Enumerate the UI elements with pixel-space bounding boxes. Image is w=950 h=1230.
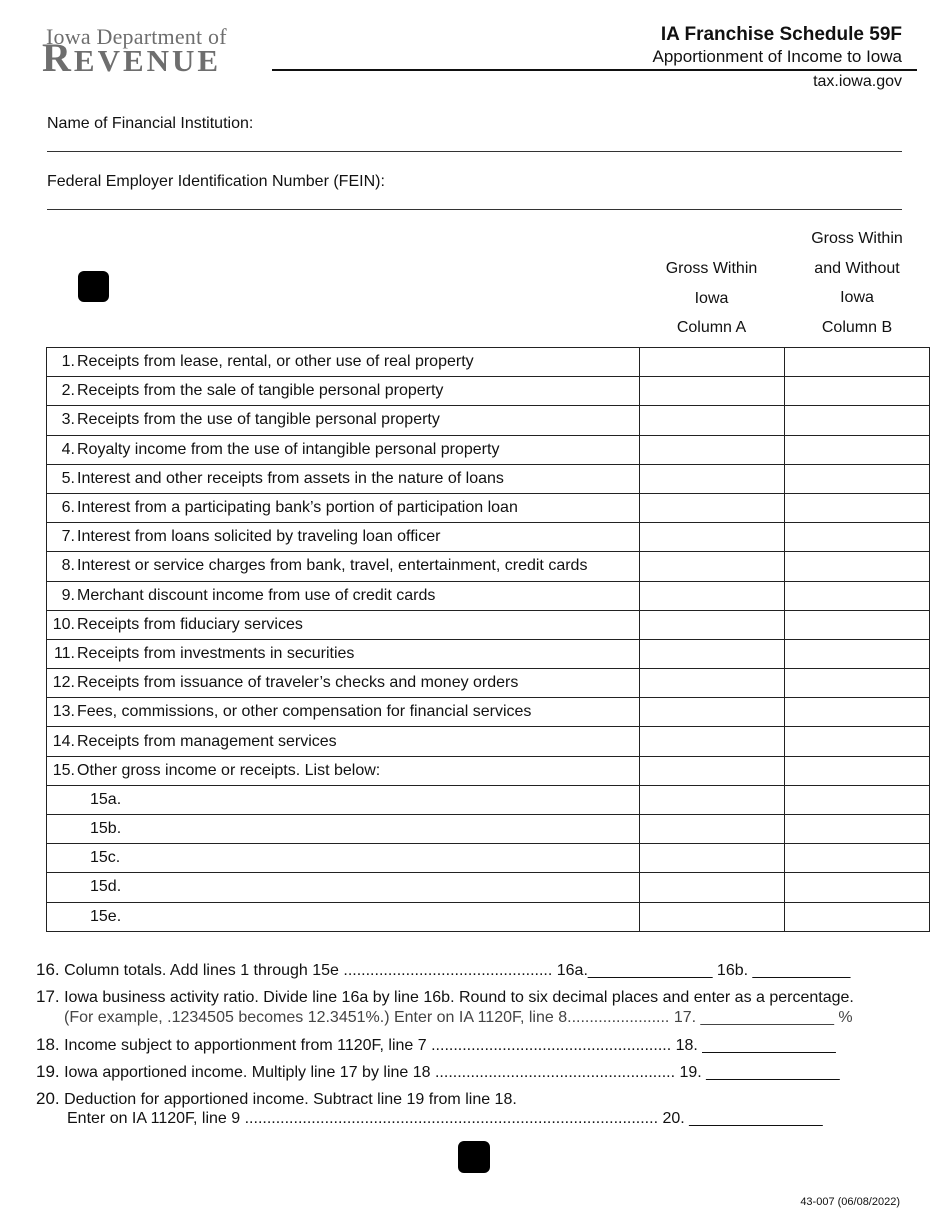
- line-2-column-b[interactable]: [785, 377, 930, 406]
- line-20-entry[interactable]: Enter on IA 1120F, line 9 ............................................................................................. 20. _______________: [67, 1110, 823, 1127]
- line-15e-column-b[interactable]: [785, 902, 930, 931]
- line-3-column-b[interactable]: [785, 406, 930, 435]
- table-row: [47, 377, 930, 406]
- line-10-column-a[interactable]: [640, 610, 785, 639]
- line-7-column-b[interactable]: [785, 523, 930, 552]
- table-row: [47, 523, 930, 552]
- line-17-entry[interactable]: (For example, .1234505 becomes 12.3451%.) Enter on IA 1120F, line 8....................... 17. _______________ %: [64, 1009, 853, 1026]
- table-row: [47, 552, 930, 581]
- line-15-column-b[interactable]: [785, 756, 930, 785]
- line-number: 5.: [61, 469, 75, 487]
- line-17-activity-ratio: [36, 987, 854, 1007]
- line-number: 13.: [52, 703, 75, 721]
- line-15c-column-b[interactable]: [785, 844, 930, 873]
- header-rule: [272, 69, 917, 71]
- line-number: 6.: [61, 499, 75, 517]
- line-3-column-a[interactable]: [640, 406, 785, 435]
- line-1-column-a[interactable]: [640, 348, 785, 377]
- table-row: [47, 815, 930, 844]
- line-15d-column-b[interactable]: [785, 873, 930, 902]
- line-13-column-a[interactable]: [640, 698, 785, 727]
- line-8-column-b[interactable]: [785, 552, 930, 581]
- line-description: Receipts from fiduciary services: [77, 615, 303, 633]
- line-number: 1.: [61, 353, 75, 371]
- table-row: [47, 698, 930, 727]
- line-11-column-b[interactable]: [785, 639, 930, 668]
- column-a-header-line: Iowa: [694, 289, 729, 307]
- line-description: Royalty income from the use of intangible personal property: [77, 440, 500, 458]
- subline-label: 15d.: [90, 878, 122, 896]
- table-row: [47, 873, 930, 902]
- website-url[interactable]: tax.iowa.gov: [813, 73, 902, 90]
- line-17-number: 17.: [36, 987, 60, 1006]
- line-15a-column-a[interactable]: [640, 785, 785, 814]
- line-14-column-a[interactable]: [640, 727, 785, 756]
- line-description: Interest from loans solicited by traveling loan officer: [77, 528, 441, 546]
- line-12-column-b[interactable]: [785, 669, 930, 698]
- line-4-column-b[interactable]: [785, 435, 930, 464]
- line-description: Receipts from the use of tangible personal property: [77, 411, 440, 429]
- table-row: [47, 406, 930, 435]
- line-18-text: Income subject to apportionment from 1120F, line 7 ...................................................... 18. _______________: [64, 1037, 836, 1054]
- line-11-column-a[interactable]: [640, 639, 785, 668]
- line-16-number: 16.: [36, 960, 60, 979]
- line-15b-column-b[interactable]: [785, 815, 930, 844]
- line-description: Receipts from the sale of tangible personal property: [77, 382, 444, 400]
- line-number: 11.: [53, 644, 75, 662]
- line-16-text: Column totals. Add lines 1 through 15e ............................................... 16a.______________ 16b. ___________: [64, 962, 851, 979]
- column-b-header-line: and Without: [814, 259, 900, 277]
- line-1-column-b[interactable]: [785, 348, 930, 377]
- table-row: [47, 639, 930, 668]
- line-15-column-a[interactable]: [640, 756, 785, 785]
- line-description: Other gross income or receipts. List below:: [77, 761, 381, 779]
- column-b-header: [784, 224, 930, 342]
- line-20-number: 20.: [36, 1089, 60, 1108]
- line-number: 2.: [61, 382, 75, 400]
- line-description: Merchant discount income from use of credit cards: [77, 586, 436, 604]
- line-number: 14.: [52, 732, 75, 750]
- line-19-text: Iowa apportioned income. Multiply line 17 by line 18 ...................................................... 19. _______________: [64, 1064, 840, 1081]
- institution-name-label: Name of Financial Institution:: [47, 115, 254, 132]
- line-9-column-a[interactable]: [640, 581, 785, 610]
- line-7-column-a[interactable]: [640, 523, 785, 552]
- alignment-marker-bottom: [458, 1141, 490, 1173]
- fein-field[interactable]: [47, 209, 902, 210]
- column-b-header-line: Gross Within: [811, 230, 903, 247]
- table-row: [47, 669, 930, 698]
- line-description: Receipts from issuance of traveler’s checks and money orders: [77, 674, 519, 692]
- table-row: [47, 785, 930, 814]
- subline-label: 15a.: [90, 790, 122, 808]
- line-9-column-b[interactable]: [785, 581, 930, 610]
- line-description: Interest from a participating bank’s portion of participation loan: [77, 499, 518, 517]
- line-15a-column-b[interactable]: [785, 785, 930, 814]
- line-6-column-b[interactable]: [785, 493, 930, 522]
- line-number: 4.: [61, 440, 75, 458]
- line-15b-column-a[interactable]: [640, 815, 785, 844]
- alignment-marker-top: [78, 271, 109, 302]
- line-number: 12.: [52, 674, 75, 692]
- form-number: 43-007 (06/08/2022): [800, 1196, 900, 1208]
- line-15d-column-a[interactable]: [640, 873, 785, 902]
- line-6-column-a[interactable]: [640, 493, 785, 522]
- logo-revenue-wordmark: [42, 34, 221, 81]
- table-row: [47, 493, 930, 522]
- line-description: Receipts from investments in securities: [77, 644, 355, 662]
- column-b-header-line: Column B: [821, 318, 893, 336]
- table-row: [47, 610, 930, 639]
- line-16-column-totals[interactable]: [36, 960, 850, 980]
- fein-label: Federal Employer Identification Number (FEIN):: [47, 173, 385, 190]
- table-row: [47, 348, 930, 377]
- line-12-column-a[interactable]: [640, 669, 785, 698]
- line-description: Receipts from management services: [77, 732, 337, 750]
- line-15e-column-a[interactable]: [640, 902, 785, 931]
- column-a-header-line: Column A: [676, 319, 747, 336]
- form-subtitle: Apportionment of Income to Iowa: [652, 47, 902, 66]
- logo-agency-line: Iowa Department of: [46, 24, 227, 49]
- line-number: 3.: [61, 411, 75, 429]
- subline-label: 15b.: [90, 820, 122, 838]
- line-14-column-b[interactable]: [785, 727, 930, 756]
- line-number: 8.: [61, 557, 75, 575]
- table-row: [47, 435, 930, 464]
- line-17-text: Iowa business activity ratio. Divide line 16a by line 16b. Round to six decimal places and enter as a percentage.: [64, 989, 854, 1006]
- table-row: [47, 581, 930, 610]
- line-number: 9.: [61, 586, 75, 604]
- line-description: Interest and other receipts from assets in the nature of loans: [77, 469, 504, 487]
- institution-name-field[interactable]: [47, 151, 902, 152]
- column-a-header: [639, 254, 784, 343]
- line-13-column-b[interactable]: [785, 698, 930, 727]
- line-number: 10.: [52, 615, 75, 633]
- logo-revenue-initial: R: [42, 35, 74, 80]
- line-5-column-a[interactable]: [640, 464, 785, 493]
- line-number: 15.: [52, 761, 75, 779]
- line-4-column-a[interactable]: [640, 435, 785, 464]
- line-20-deduction: [36, 1089, 517, 1109]
- line-description: Interest or service charges from bank, travel, entertainment, credit cards: [77, 557, 588, 575]
- table-row: [47, 902, 930, 931]
- income-table: [46, 347, 930, 932]
- line-15c-column-a[interactable]: [640, 844, 785, 873]
- table-row: [47, 756, 930, 785]
- line-2-column-a[interactable]: [640, 377, 785, 406]
- line-18-number: 18.: [36, 1035, 60, 1054]
- form-title: IA Franchise Schedule 59F: [660, 24, 902, 45]
- table-row: [47, 844, 930, 873]
- logo-revenue-rest: EVENUE: [73, 43, 222, 78]
- column-a-header-line: Gross Within: [665, 260, 758, 277]
- line-19-apportioned-income[interactable]: [36, 1062, 840, 1082]
- line-description: Fees, commissions, or other compensation for financial services: [77, 703, 532, 721]
- subline-label: 15e.: [90, 907, 122, 925]
- table-row: [47, 464, 930, 493]
- subline-label: 15c.: [90, 849, 121, 867]
- line-number: 7.: [61, 528, 75, 546]
- line-8-column-a[interactable]: [640, 552, 785, 581]
- line-19-number: 19.: [36, 1062, 60, 1081]
- column-b-header-line: Iowa: [840, 289, 874, 306]
- table-row: [47, 727, 930, 756]
- line-description: Receipts from lease, rental, or other use of real property: [77, 353, 474, 371]
- line-5-column-b[interactable]: [785, 464, 930, 493]
- line-20-text: Deduction for apportioned income. Subtract line 19 from line 18.: [64, 1091, 517, 1108]
- line-10-column-b[interactable]: [785, 610, 930, 639]
- line-18-income-subject[interactable]: [36, 1035, 836, 1055]
